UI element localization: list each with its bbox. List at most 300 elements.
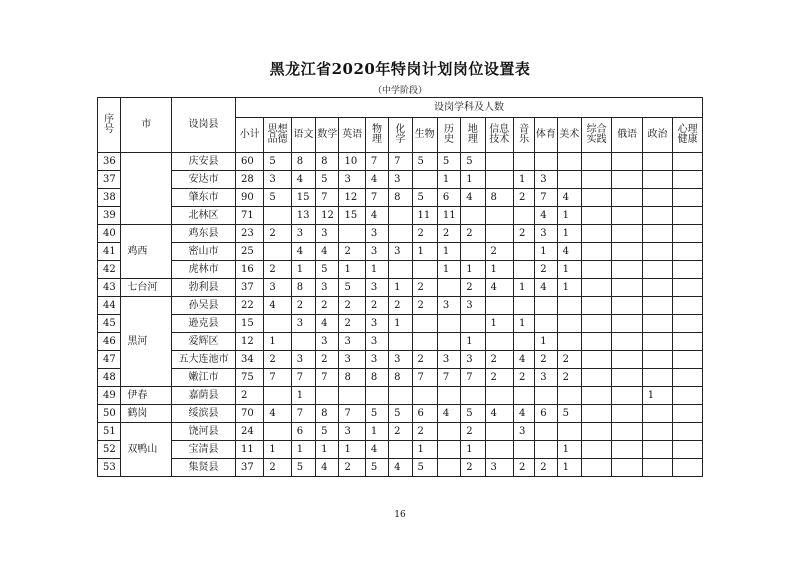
subject-count-cell: 2	[316, 297, 339, 315]
subject-count-cell: 7	[365, 189, 388, 207]
subject-count-cell: 5	[316, 261, 339, 279]
subject-count-cell: 3	[389, 243, 412, 261]
subject-count-cell	[581, 279, 611, 297]
subject-count-cell: 3	[437, 351, 460, 369]
subject-count-cell	[535, 423, 557, 441]
subject-count-cell	[673, 189, 703, 207]
subject-count-cell	[513, 207, 534, 225]
subject-count-cell	[612, 297, 642, 315]
subject-count-cell	[581, 189, 611, 207]
subject-count-cell: 2	[485, 243, 513, 261]
subject-count-cell: 4	[535, 279, 557, 297]
subject-count-cell: 2	[535, 459, 557, 477]
table-row	[98, 441, 703, 459]
subject-count-cell: 4	[291, 171, 315, 189]
subject-count-cell	[581, 459, 611, 477]
county-cell: 嫩江市	[172, 369, 236, 387]
subject-count-cell	[437, 279, 460, 297]
subject-count-cell: 1	[437, 261, 460, 279]
subject-count-cell	[642, 207, 672, 225]
total-cell: 25	[236, 243, 264, 261]
subject-count-cell: 1	[535, 243, 557, 261]
subject-count-cell: 7	[339, 405, 365, 423]
subject-count-cell: 1	[264, 441, 291, 459]
row-number: 45	[98, 315, 121, 333]
subject-count-cell	[557, 333, 581, 351]
subject-count-cell	[535, 441, 557, 459]
subject-count-cell	[513, 261, 534, 279]
subject-count-cell	[612, 351, 642, 369]
subject-count-cell	[612, 207, 642, 225]
subject-count-cell	[485, 207, 513, 225]
county-cell: 饶河县	[172, 423, 236, 441]
subject-count-cell	[557, 423, 581, 441]
subject-count-cell	[673, 225, 703, 243]
county-cell: 逊克县	[172, 315, 236, 333]
subject-count-cell: 15	[291, 189, 315, 207]
county-cell: 虎林市	[172, 261, 236, 279]
subject-count-cell: 1	[264, 333, 291, 351]
subject-count-cell: 8	[339, 369, 365, 387]
subject-count-cell: 2	[316, 351, 339, 369]
subject-count-cell	[642, 351, 672, 369]
county-cell: 北林区	[172, 207, 236, 225]
subject-count-cell	[673, 333, 703, 351]
row-number: 47	[98, 351, 121, 369]
subject-count-cell: 3	[339, 423, 365, 441]
subject-count-cell: 5	[557, 405, 581, 423]
subject-count-cell	[673, 297, 703, 315]
subject-count-cell: 1	[412, 441, 437, 459]
subject-count-cell	[513, 333, 534, 351]
total-cell: 23	[236, 225, 264, 243]
subject-count-cell	[535, 153, 557, 171]
subject-count-cell: 7	[535, 189, 557, 207]
subject-count-cell: 1	[557, 207, 581, 225]
seq-header: 序 号	[98, 98, 121, 153]
subject-count-cell: 3	[264, 279, 291, 297]
subject-count-cell	[581, 387, 611, 405]
county-cell: 孙吴县	[172, 297, 236, 315]
subject-count-cell	[642, 279, 672, 297]
subject-count-cell: 5	[412, 459, 437, 477]
subject-count-cell: 1	[513, 315, 534, 333]
county-cell: 安达市	[172, 171, 236, 189]
subject-header: 化 学	[389, 118, 412, 153]
subject-count-cell: 1	[365, 423, 388, 441]
subject-header: 综合 实践	[581, 118, 611, 153]
subject-count-cell: 3	[339, 351, 365, 369]
subject-count-cell	[264, 387, 291, 405]
subject-count-cell: 4	[365, 171, 388, 189]
subject-count-cell	[581, 423, 611, 441]
total-cell: 15	[236, 315, 264, 333]
subject-count-cell	[581, 333, 611, 351]
total-cell: 70	[236, 405, 264, 423]
subject-count-cell	[437, 441, 460, 459]
subject-count-cell	[581, 369, 611, 387]
subject-header: 政治	[642, 118, 672, 153]
subject-count-cell: 1	[437, 171, 460, 189]
total-cell: 34	[236, 351, 264, 369]
subject-count-cell	[485, 387, 513, 405]
total-cell: 2	[236, 387, 264, 405]
subject-count-cell: 8	[316, 153, 339, 171]
subject-count-cell	[673, 351, 703, 369]
subject-count-cell: 3	[365, 351, 388, 369]
subject-count-cell: 2	[339, 243, 365, 261]
subject-count-cell: 1	[557, 279, 581, 297]
subject-count-cell: 5	[437, 153, 460, 171]
subject-count-cell	[485, 297, 513, 315]
subject-count-cell: 4	[316, 315, 339, 333]
subject-count-cell: 7	[291, 405, 315, 423]
subject-count-cell	[485, 153, 513, 171]
subject-count-cell	[461, 387, 485, 405]
subject-count-cell: 2	[339, 459, 365, 477]
subject-count-cell: 2	[513, 459, 534, 477]
subject-count-cell: 2	[513, 369, 534, 387]
county-cell: 鸡东县	[172, 225, 236, 243]
table-row	[98, 207, 703, 225]
subject-count-cell	[673, 261, 703, 279]
subject-count-cell: 2	[412, 225, 437, 243]
subject-count-cell	[581, 441, 611, 459]
subject-count-cell: 1	[513, 171, 534, 189]
subject-header: 音 乐	[513, 118, 534, 153]
subject-count-cell	[673, 387, 703, 405]
subject-count-cell: 1	[339, 261, 365, 279]
subject-count-cell	[673, 369, 703, 387]
table-row	[98, 189, 703, 207]
subject-count-cell: 2	[412, 423, 437, 441]
subject-count-cell	[673, 441, 703, 459]
row-number: 42	[98, 261, 121, 279]
subject-count-cell	[264, 315, 291, 333]
subject-count-cell: 5	[365, 459, 388, 477]
subject-count-cell	[461, 315, 485, 333]
subject-count-cell: 6	[412, 405, 437, 423]
subject-count-cell: 5	[389, 405, 412, 423]
subject-count-cell: 2	[557, 369, 581, 387]
subject-count-cell	[642, 243, 672, 261]
subject-header: 语文	[291, 118, 315, 153]
subject-count-cell	[412, 261, 437, 279]
subject-count-cell: 10	[339, 153, 365, 171]
subject-count-cell	[412, 333, 437, 351]
row-number: 43	[98, 279, 121, 297]
subject-count-cell: 5	[461, 153, 485, 171]
row-number: 39	[98, 207, 121, 225]
subject-count-cell: 4	[316, 459, 339, 477]
subject-count-cell: 3	[365, 315, 388, 333]
subject-count-cell	[365, 387, 388, 405]
subject-count-cell	[513, 243, 534, 261]
subject-count-cell	[485, 333, 513, 351]
subject-count-cell	[535, 387, 557, 405]
subject-count-cell	[642, 261, 672, 279]
county-header: 设岗县	[172, 98, 236, 153]
table-row	[98, 171, 703, 189]
subject-count-cell: 5	[412, 153, 437, 171]
subject-count-cell	[535, 315, 557, 333]
subject-count-cell: 2	[485, 351, 513, 369]
subject-count-cell: 1	[535, 333, 557, 351]
subject-count-cell: 2	[461, 423, 485, 441]
subject-count-cell: 8	[291, 153, 315, 171]
subject-count-cell	[513, 153, 534, 171]
subject-count-cell	[316, 387, 339, 405]
subject-count-cell: 1	[437, 243, 460, 261]
subject-count-cell: 3	[461, 351, 485, 369]
county-cell: 嘉荫县	[172, 387, 236, 405]
city-cell: 伊春	[121, 387, 172, 405]
subject-count-cell: 5	[461, 405, 485, 423]
subject-count-cell: 3	[316, 225, 339, 243]
table-row	[98, 423, 703, 441]
subject-count-cell	[642, 315, 672, 333]
subject-count-cell	[437, 459, 460, 477]
subject-count-cell: 6	[437, 189, 460, 207]
subject-count-cell: 15	[339, 207, 365, 225]
row-number: 53	[98, 459, 121, 477]
subject-count-cell	[581, 153, 611, 171]
subject-count-cell	[461, 207, 485, 225]
subject-count-cell: 2	[264, 225, 291, 243]
subject-count-cell: 8	[389, 369, 412, 387]
subject-count-cell: 5	[264, 153, 291, 171]
subject-count-cell: 4	[535, 207, 557, 225]
total-cell: 37	[236, 279, 264, 297]
table-row	[98, 153, 703, 171]
subject-count-cell	[389, 441, 412, 459]
subjects-group-header: 设岗学科及人数	[236, 98, 703, 118]
subject-count-cell	[412, 315, 437, 333]
subject-count-cell	[612, 153, 642, 171]
row-number: 48	[98, 369, 121, 387]
subject-count-cell: 4	[557, 189, 581, 207]
subject-count-cell: 1	[461, 333, 485, 351]
subject-header: 生物	[412, 118, 437, 153]
subject-header: 体育	[535, 118, 557, 153]
subject-count-cell: 2	[461, 459, 485, 477]
subject-count-cell	[513, 387, 534, 405]
row-number: 37	[98, 171, 121, 189]
subject-count-cell: 4	[437, 405, 460, 423]
subject-count-cell: 2	[291, 297, 315, 315]
subject-count-cell: 2	[365, 297, 388, 315]
subject-count-cell: 2	[264, 351, 291, 369]
subject-count-cell: 7	[291, 369, 315, 387]
total-cell: 12	[236, 333, 264, 351]
subject-count-cell	[485, 225, 513, 243]
subject-count-cell: 2	[461, 279, 485, 297]
subject-count-cell	[673, 315, 703, 333]
county-cell: 五大连池市	[172, 351, 236, 369]
subject-count-cell: 2	[389, 297, 412, 315]
subject-count-cell	[557, 387, 581, 405]
subject-count-cell: 5	[339, 279, 365, 297]
subject-count-cell	[389, 387, 412, 405]
subject-count-cell: 4	[485, 279, 513, 297]
subject-header: 思想 品德	[264, 118, 291, 153]
table-row	[98, 333, 703, 351]
subject-count-cell	[612, 315, 642, 333]
subject-count-cell	[612, 189, 642, 207]
page-title: 黑龙江省2020年特岗计划岗位设置表	[269, 60, 531, 78]
row-number: 51	[98, 423, 121, 441]
subject-count-cell	[673, 459, 703, 477]
subject-count-cell: 2	[513, 189, 534, 207]
subject-count-cell: 8	[316, 405, 339, 423]
subject-count-cell: 6	[535, 405, 557, 423]
subject-count-cell	[581, 243, 611, 261]
subject-count-cell	[461, 243, 485, 261]
subject-header: 俄语	[612, 118, 642, 153]
subject-count-cell: 4	[389, 459, 412, 477]
subject-header: 美术	[557, 118, 581, 153]
row-number: 36	[98, 153, 121, 171]
page-subtitle: （中学阶段）	[372, 86, 427, 96]
county-cell: 绥滨县	[172, 405, 236, 423]
row-number: 50	[98, 405, 121, 423]
subject-count-cell: 3	[291, 225, 315, 243]
subject-header: 信息 技术	[485, 118, 513, 153]
subject-count-cell	[642, 423, 672, 441]
subject-count-cell	[673, 243, 703, 261]
subject-count-cell: 1	[557, 225, 581, 243]
subject-count-cell	[642, 225, 672, 243]
total-cell: 71	[236, 207, 264, 225]
table-row	[98, 279, 703, 297]
table-row	[98, 351, 703, 369]
subject-count-cell	[557, 171, 581, 189]
total-header: 小计	[236, 118, 264, 153]
subject-count-cell	[642, 171, 672, 189]
subject-count-cell: 8	[365, 369, 388, 387]
subject-count-cell	[581, 171, 611, 189]
subject-count-cell	[612, 459, 642, 477]
subject-header: 物 理	[365, 118, 388, 153]
subject-count-cell: 1	[485, 261, 513, 279]
subject-count-cell: 2	[389, 423, 412, 441]
subject-count-cell	[581, 297, 611, 315]
county-cell: 集贤县	[172, 459, 236, 477]
subject-count-cell: 3	[389, 171, 412, 189]
subject-header: 心理 健康	[673, 118, 703, 153]
subject-count-cell	[389, 333, 412, 351]
subject-count-cell: 1	[412, 243, 437, 261]
total-cell: 75	[236, 369, 264, 387]
subject-count-cell: 5	[412, 189, 437, 207]
table-row	[98, 315, 703, 333]
subject-count-cell: 2	[437, 225, 460, 243]
subject-header: 数学	[316, 118, 339, 153]
positions-table	[97, 97, 703, 477]
subject-count-cell: 1	[291, 387, 315, 405]
subject-count-cell	[612, 369, 642, 387]
subject-count-cell	[485, 441, 513, 459]
subject-count-cell	[642, 369, 672, 387]
subject-count-cell: 3	[389, 351, 412, 369]
subject-count-cell: 3	[316, 279, 339, 297]
subject-count-cell: 3	[461, 297, 485, 315]
subject-count-cell	[642, 441, 672, 459]
subject-count-cell	[612, 405, 642, 423]
subject-count-cell: 3	[513, 423, 534, 441]
subject-count-cell	[339, 225, 365, 243]
table-row	[98, 243, 703, 261]
subject-count-cell: 11	[412, 207, 437, 225]
county-cell: 庆安县	[172, 153, 236, 171]
total-cell: 11	[236, 441, 264, 459]
subject-count-cell: 2	[461, 225, 485, 243]
row-number: 44	[98, 297, 121, 315]
total-cell: 22	[236, 297, 264, 315]
subject-count-cell: 3	[291, 315, 315, 333]
city-cell	[121, 153, 172, 225]
subject-count-cell	[581, 225, 611, 243]
subject-count-cell	[437, 387, 460, 405]
city-cell: 黑河	[121, 297, 172, 387]
subject-count-cell: 11	[437, 207, 460, 225]
subject-count-cell	[642, 405, 672, 423]
subject-count-cell: 3	[365, 333, 388, 351]
subject-count-cell	[581, 405, 611, 423]
subject-count-cell	[612, 243, 642, 261]
subject-count-cell	[673, 207, 703, 225]
subject-count-cell: 1	[513, 279, 534, 297]
subject-count-cell	[389, 261, 412, 279]
subject-count-cell	[612, 333, 642, 351]
subject-count-cell: 2	[412, 351, 437, 369]
subject-count-cell: 3	[365, 279, 388, 297]
subject-count-cell: 1	[557, 459, 581, 477]
subject-count-cell	[557, 297, 581, 315]
subject-count-cell: 3	[535, 369, 557, 387]
table-row	[98, 261, 703, 279]
subject-count-cell	[412, 387, 437, 405]
table-row	[98, 387, 703, 405]
table-row	[98, 369, 703, 387]
subject-count-cell: 2	[535, 351, 557, 369]
subject-count-cell	[412, 171, 437, 189]
subject-header: 历 史	[437, 118, 460, 153]
subject-count-cell: 1	[557, 441, 581, 459]
total-cell: 90	[236, 189, 264, 207]
subject-count-cell: 4	[264, 297, 291, 315]
subject-count-cell: 3	[339, 171, 365, 189]
subject-count-cell: 5	[316, 423, 339, 441]
subject-count-cell	[673, 153, 703, 171]
subject-count-cell: 8	[291, 279, 315, 297]
subject-count-cell: 1	[461, 441, 485, 459]
subject-count-cell: 8	[389, 189, 412, 207]
subject-count-cell	[535, 297, 557, 315]
total-cell: 60	[236, 153, 264, 171]
subject-count-cell: 2	[412, 297, 437, 315]
subject-count-cell: 4	[557, 243, 581, 261]
subject-count-cell	[642, 297, 672, 315]
subject-count-cell: 1	[389, 279, 412, 297]
page-number: 16	[394, 510, 406, 520]
subject-count-cell: 1	[339, 441, 365, 459]
county-cell: 爱辉区	[172, 333, 236, 351]
total-cell: 24	[236, 423, 264, 441]
subject-count-cell: 3	[264, 171, 291, 189]
subject-count-cell	[612, 225, 642, 243]
subject-count-cell: 4	[291, 243, 315, 261]
